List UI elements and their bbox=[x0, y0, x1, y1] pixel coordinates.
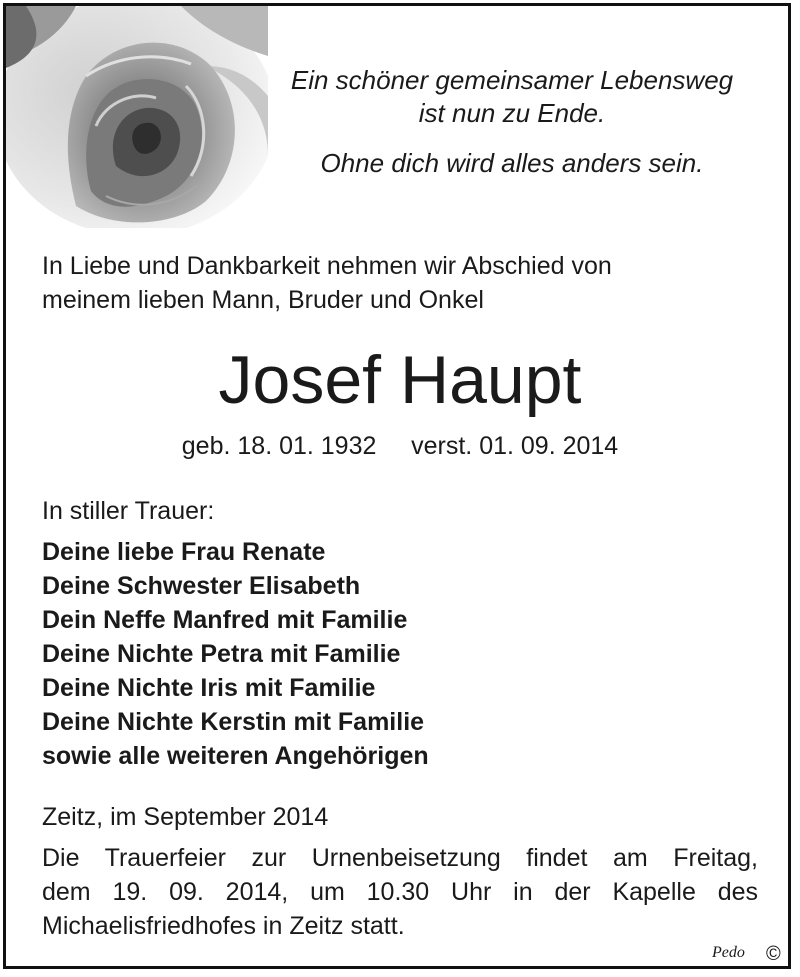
designer-signature: Pedo bbox=[712, 944, 745, 961]
mourner-item: Deine Nichte Petra mit Familie bbox=[42, 640, 401, 668]
mourner-item: sowie alle weiteren Angehörigen bbox=[42, 742, 429, 770]
intro-line-1: In Liebe und Dankbarkeit nehmen wir Abschied von bbox=[42, 252, 612, 280]
motto-text-2 bbox=[262, 147, 762, 180]
motto-line-2: ist nun zu Ende. bbox=[418, 98, 606, 128]
motto-text bbox=[262, 64, 762, 130]
mourner-item: Deine Nichte Kerstin mit Familie bbox=[42, 708, 425, 736]
notice-line-3: Michaelisfriedhofes in Zeitz statt. bbox=[42, 912, 405, 940]
mourning-label: In stiller Trauer: bbox=[42, 497, 215, 525]
mourner-item: Deine liebe Frau Renate bbox=[42, 538, 326, 566]
mourner-item: Dein Neffe Manfred mit Familie bbox=[42, 606, 408, 634]
intro-line-2: meinem lieben Mann, Bruder und Onkel bbox=[42, 286, 484, 314]
mourner-item: Deine Nichte Iris mit Familie bbox=[42, 674, 376, 702]
rose-image bbox=[6, 6, 268, 228]
motto-line-3: Ohne dich wird alles anders sein. bbox=[320, 148, 704, 178]
life-dates: geb. 18. 01. 1932 verst. 01. 09. 2014 bbox=[181, 432, 619, 460]
deceased-name: Josef Haupt bbox=[218, 342, 582, 418]
notice-line-1: Die Trauerfeier zur Urnenbeisetzung findet am Freitag, bbox=[42, 844, 758, 872]
place-date: Zeitz, im September 2014 bbox=[42, 803, 329, 831]
notice-line-2: dem 19. 09. 2014, um 10.30 Uhr in der Kapelle des bbox=[42, 878, 758, 906]
mourner-item: Deine Schwester Elisabeth bbox=[42, 572, 361, 600]
motto-line-1: Ein schöner gemeinsamer Lebensweg bbox=[290, 65, 734, 95]
copyright-symbol: © bbox=[766, 943, 781, 965]
mourners-list bbox=[42, 535, 429, 773]
farewell-intro bbox=[42, 249, 762, 317]
funeral-notice bbox=[42, 841, 758, 943]
